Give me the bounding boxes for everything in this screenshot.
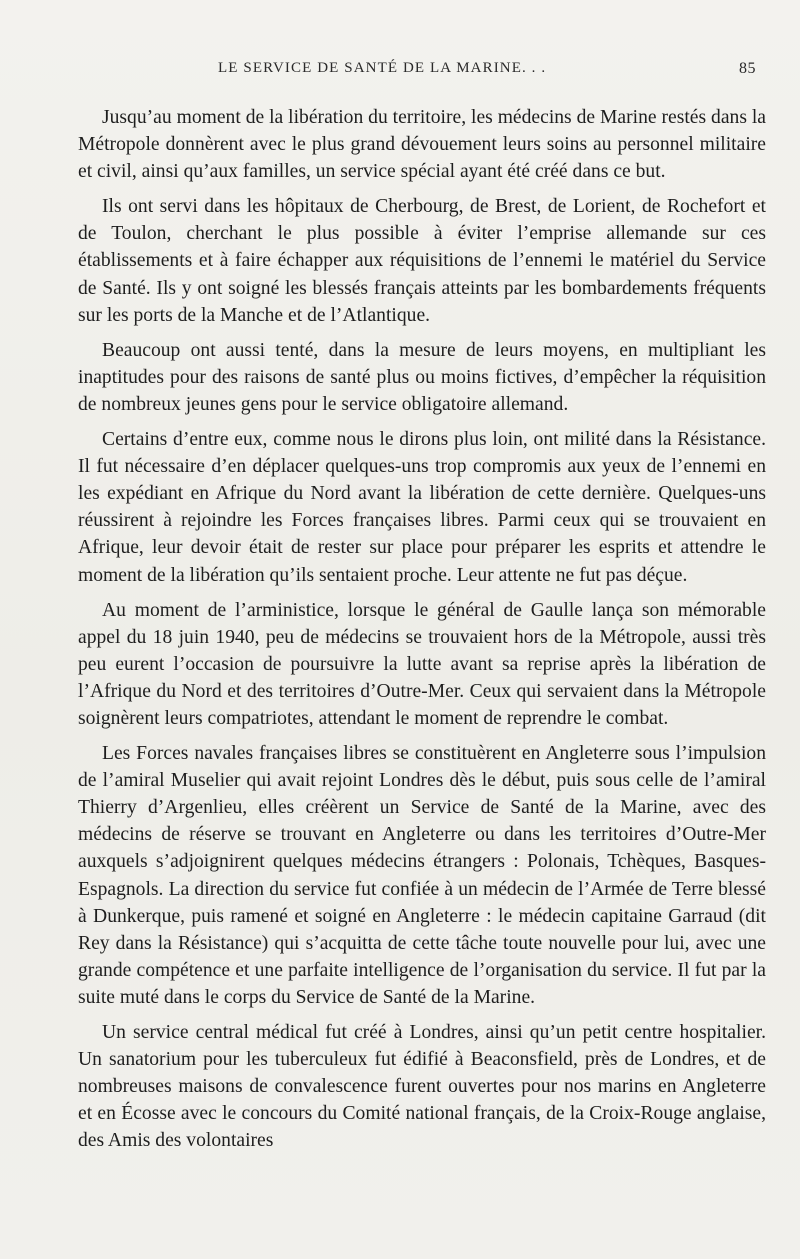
running-head <box>78 0 766 104</box>
paragraph-resistance: Certains d’entre eux, comme nous le dirons plus loin, ont milité dans la Résistance. Il fut nécessaire d’en déplacer quelques-uns trop compromis aux yeux de l’ennemi en les expédiant en Afrique du Nord avant la libération de cette dernière. Quelques-uns réussirent à rejoindre les Forces françaises libres. Parmi ceux qui se trouvaient en Afrique, leur devoir était de rester sur place pour préparer les esprits et attendre le moment de la libération qu’ils sentaient proche. Leur attente ne fut pas déçue. <box>78 429 766 586</box>
paragraph-london-service: Un service central médical fut créé à Londres, ainsi qu’un petit centre hospitalier. Un sanatorium pour les tuberculeux fut édifié à Beaconsfield, près de Londres, et de nombreuses maisons de convalescence furent ouvertes pour nos marins en Angleterre et en Écosse avec le concours du Comité national français, de la Croix-Rouge anglaise, des Amis des volontaires <box>78 1022 766 1152</box>
paragraph-armistice: Au moment de l’arministice, lorsque le général de Gaulle lança son mémorable appel du 18 juin 1940, peu de médecins se trouvaient hors de la Métropole, aussi très peu eurent l’occasion de poursuivre la lutte avant sa reprise après la libération de l’Afrique du Nord et des territoires d’Outre-Mer. Ceux qui servaient dans la Métropole soignèrent leurs compatriotes, attendant le moment de reprendre le combat. <box>78 599 766 729</box>
running-title: LE SERVICE DE SANTÉ DE LA MARINE. . . <box>218 60 547 76</box>
paragraph-hospitals: Ils ont servi dans les hôpitaux de Cherbourg, de Brest, de Lorient, de Rochefort et de Toulon, cherchant le plus possible à éviter l’emprise allemande sur ces établissements et à faire échapper aux réquisitions de l’ennemi le matériel du Service de Santé. Ils y ont soigné les blessés français atteints par les bombardements fréquents sur les ports de la Manche et de l’Atlantique. <box>78 196 766 326</box>
paragraph-free-french-navy: Les Forces navales françaises libres se constituèrent en Angleterre sous l’impulsion de l’amiral Muselier qui avait rejoint Londres dès le début, puis sous celle de l’amiral Thierry d’Argenlieu, elles créèrent un Service de Santé de la Marine, avec des médecins de réserve se trouvant en Angleterre ou dans les territoires d’Outre-Mer auxquels s’adjoignirent quelques médecins étrangers : Polonais, Tchèques, Basques-Espagnols. La direction du service fut confiée à un médecin de l’Armée de Terre blessé à Dunkerque, puis ramené et soigné en Angleterre : le médecin capitaine Garraud (dit Rey dans la Résistance) qui s’acquitta de cette tâche toute nouvelle pour lui, avec une grande compétence et une parfaite intelligence de l’organisation du service. Il fut par la suite muté dans le corps du Service de Santé de la Marine. <box>78 743 766 1008</box>
paragraph-inaptitudes: Beaucoup ont aussi tenté, dans la mesure de leurs moyens, en multipliant les inaptitudes pour des raisons de santé plus ou moins fictives, d’empêcher la réquisition de nombreux jeunes gens pour le service obligatoire allemand. <box>78 339 766 415</box>
paragraph-liberation: Jusqu’au moment de la libération du territoire, les médecins de Marine restés dans la Métropole donnèrent avec le plus grand dévouement leurs soins au personnel militaire et civil, ainsi qu’aux familles, un service spécial ayant été créé dans ce but. <box>78 107 766 183</box>
page-number: 85 <box>739 60 756 77</box>
body-text <box>78 104 766 1154</box>
